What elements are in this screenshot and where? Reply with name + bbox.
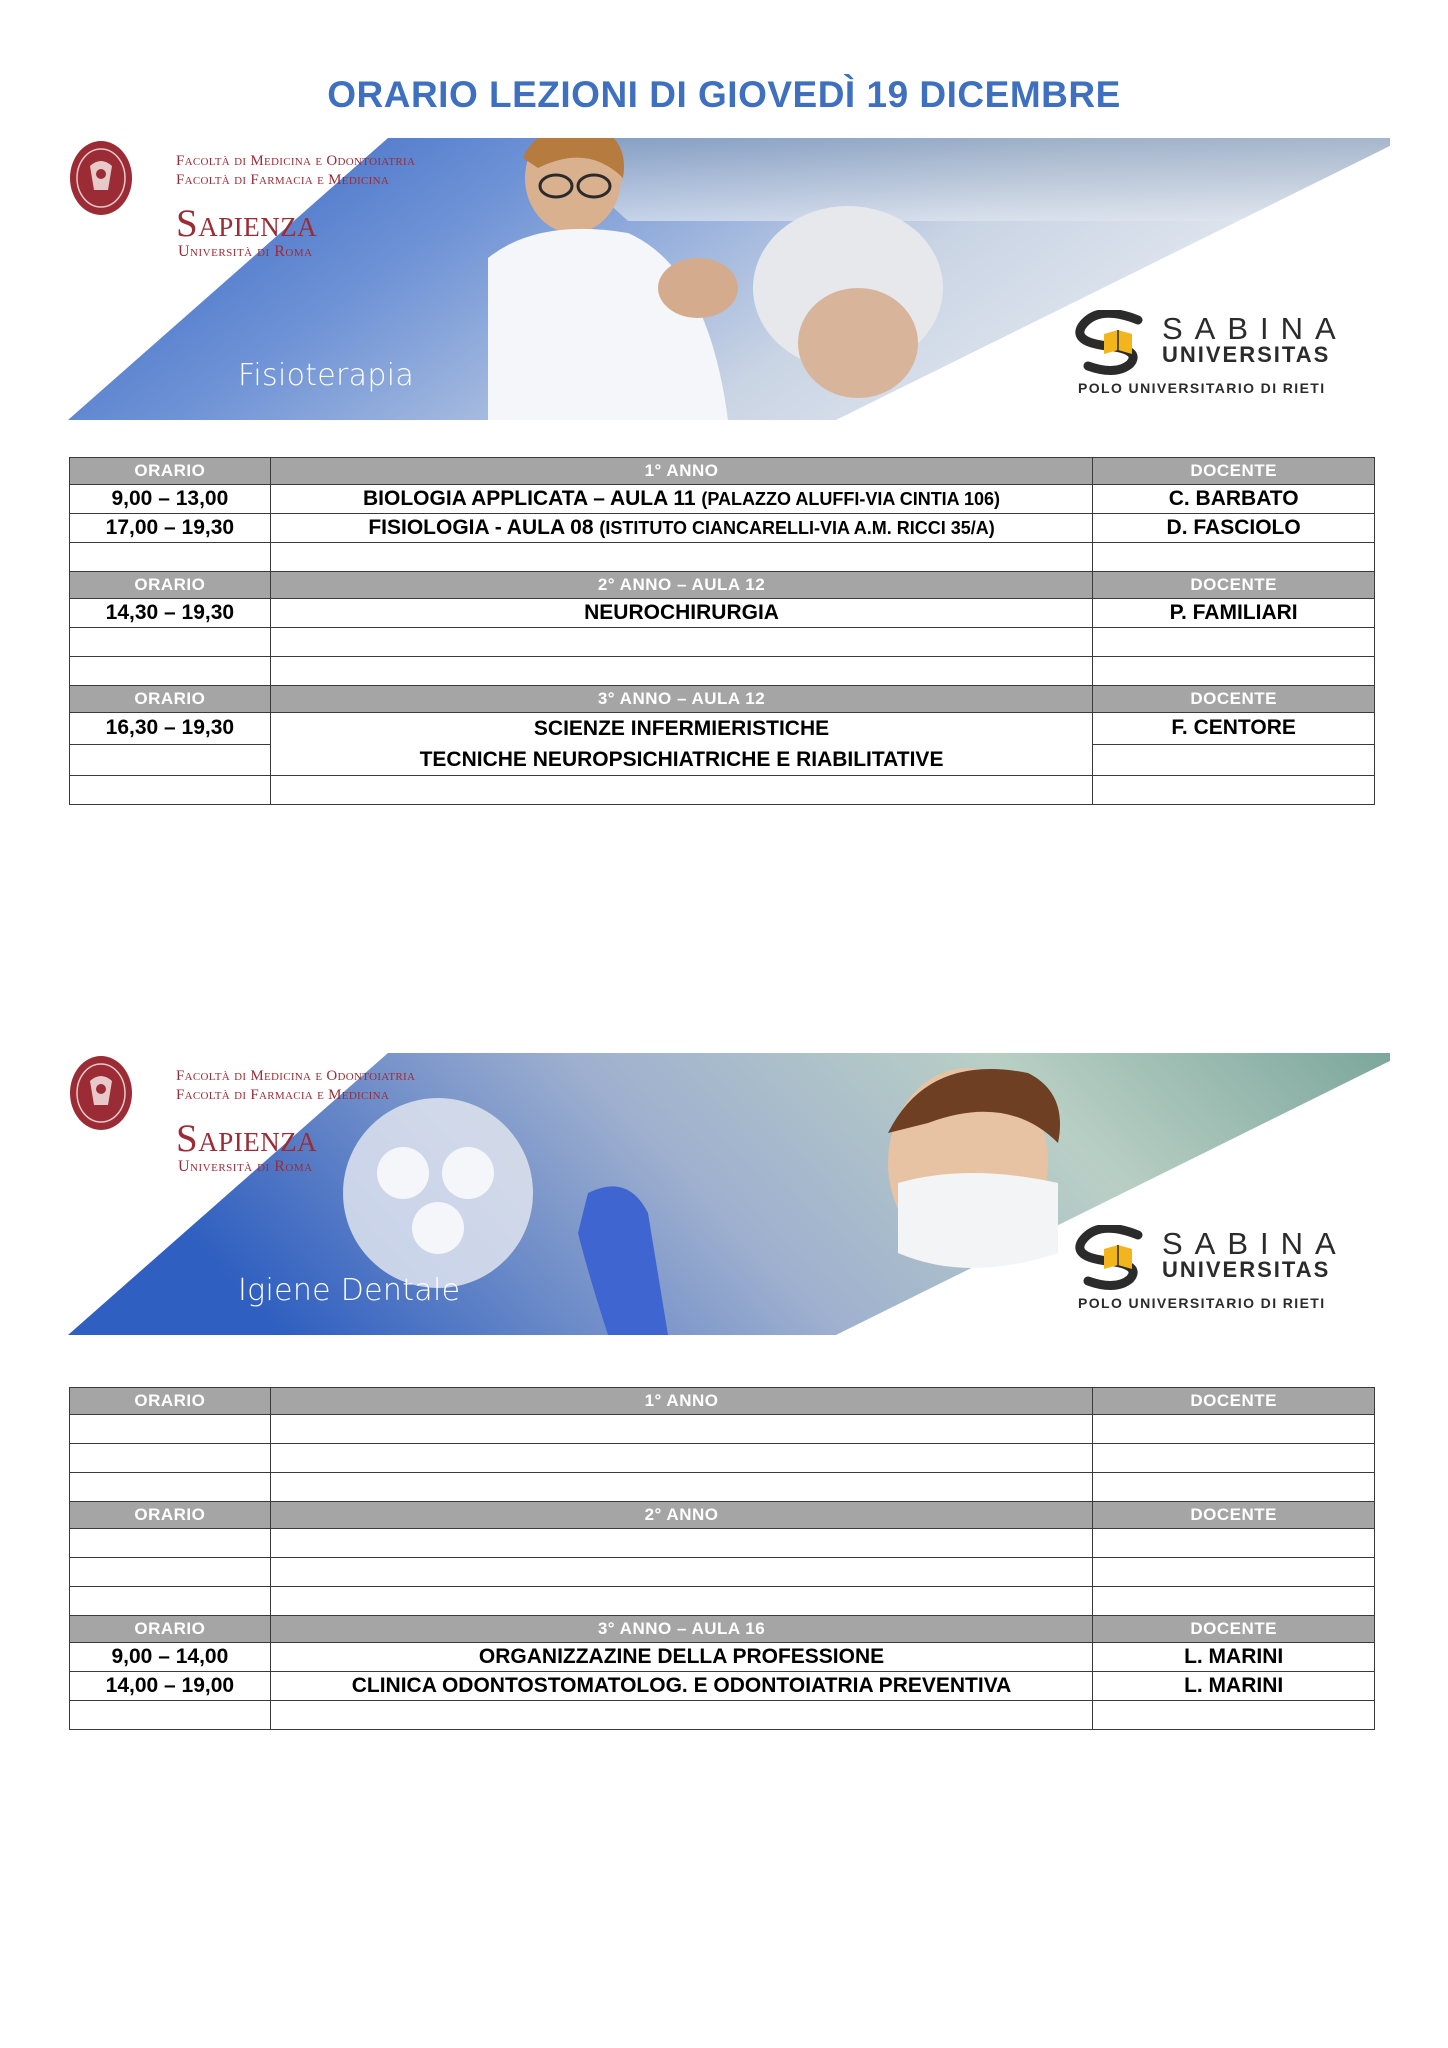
cell-course: ORGANIZZAZINE DELLA PROFESSIONE [270,1643,1093,1672]
cell-docente [1093,1558,1375,1587]
cell-orario: 17,00 – 19,30 [70,514,271,543]
cell-course [270,1529,1093,1558]
cell-course [270,1701,1093,1730]
partner-name: SABINA [1162,1226,1348,1261]
partner-subtitle: UNIVERSITAS [1162,1257,1331,1282]
header-docente: DOCENTE [1093,1616,1375,1643]
header-year: 3° ANNO – AULA 16 [270,1616,1093,1643]
cell-docente [1093,1701,1375,1730]
cell-orario [70,543,271,572]
cell-orario [70,1473,271,1502]
header-year: 3° ANNO – AULA 12 [270,686,1093,713]
cell-docente: F. CENTORE [1093,713,1375,745]
university-subtitle: Università di Roma [178,1158,313,1175]
cell-docente: D. FASCIOLO [1093,514,1375,543]
table-header-row [70,1616,1375,1643]
sapienza-seal-icon [68,138,134,218]
cell-docente [1093,1473,1375,1502]
igiene-dentale-schedule-table [69,1387,1375,1730]
header-year: 1° ANNO [270,458,1093,485]
table-row [70,1444,1375,1473]
university-subtitle: Università di Roma [178,243,313,260]
cell-docente [1093,628,1375,657]
cell-docente: L. MARINI [1093,1643,1375,1672]
table-header-row [70,572,1375,599]
table-row [70,1587,1375,1616]
header-docente: DOCENTE [1093,572,1375,599]
table-row [70,485,1375,514]
course-label: Igiene Dentale [238,1273,461,1308]
faculty-line-1: Facoltà di Medicina e Odontoiatria [176,153,416,169]
cell-course [270,543,1093,572]
table-header-row [70,458,1375,485]
sabina-book-icon [1068,1225,1160,1291]
table-row [70,1701,1375,1730]
cell-course [270,1415,1093,1444]
cell-orario [70,657,271,686]
partner-polo: POLO UNIVERSITARIO DI RIETI [1078,380,1326,396]
table-row [70,713,1375,745]
table-row [70,1473,1375,1502]
header-docente: DOCENTE [1093,1502,1375,1529]
header-year: 1° ANNO [270,1388,1093,1415]
cell-orario: 9,00 – 13,00 [70,485,271,514]
course-name: FISIOLOGIA - AULA 08 [368,516,594,539]
cell-orario [70,1587,271,1616]
table-row [70,1558,1375,1587]
page-title: ORARIO LEZIONI DI GIOVEDÌ 19 DICEMBRE [327,74,1121,115]
cell-orario [70,1415,271,1444]
university-name: Sapienza [176,202,318,245]
table-header-row [70,1502,1375,1529]
header-orario: ORARIO [70,572,271,599]
cell-course [270,1444,1093,1473]
table-row [70,628,1375,657]
header-orario: ORARIO [70,686,271,713]
cell-docente: L. MARINI [1093,1672,1375,1701]
table-row [70,514,1375,543]
cell-course [270,1587,1093,1616]
cell-orario: 9,00 – 14,00 [70,1643,271,1672]
cell-docente [1093,1529,1375,1558]
header-orario: ORARIO [70,1388,271,1415]
cell-orario [70,1529,271,1558]
cell-docente [1093,1444,1375,1473]
igiene-dentale-banner [68,1053,1390,1335]
cell-course [270,1558,1093,1587]
partner-name: SABINA [1162,311,1348,346]
header-year: 2° ANNO – AULA 12 [270,572,1093,599]
cell-docente [1093,657,1375,686]
table-header-row [70,686,1375,713]
cell-orario [70,776,271,805]
cell-docente: P. FAMILIARI [1093,599,1375,628]
header-year: 2° ANNO [270,1502,1093,1529]
cell-course [270,713,1093,776]
cell-docente: C. BARBATO [1093,485,1375,514]
cell-course [270,1473,1093,1502]
table-row [70,1672,1375,1701]
table-row [70,543,1375,572]
sabina-universitas-logo [1068,1225,1368,1315]
cell-orario [70,628,271,657]
cell-orario: 14,30 – 19,30 [70,599,271,628]
course-line-2: TECNICHE NEUROPSICHIATRICHE E RIABILITATIVE [419,748,944,771]
fisioterapia-schedule-table [69,457,1375,805]
cell-orario [70,1701,271,1730]
cell-course [270,514,1093,543]
cell-course [270,628,1093,657]
header-docente: DOCENTE [1093,686,1375,713]
course-label: Fisioterapia [238,358,415,393]
cell-course [270,485,1093,514]
header-orario: ORARIO [70,1502,271,1529]
cell-course [270,776,1093,805]
cell-orario [70,744,271,776]
cell-course: NEUROCHIRURGIA [270,599,1093,628]
header-orario: ORARIO [70,1616,271,1643]
faculty-line-2: Facoltà di Farmacia e Medicina [176,1087,390,1103]
cell-orario: 16,30 – 19,30 [70,713,271,745]
table-row [70,1529,1375,1558]
sabina-book-icon [1068,310,1160,376]
faculty-line-2: Facoltà di Farmacia e Medicina [176,172,390,188]
header-docente: DOCENTE [1093,1388,1375,1415]
table-row [70,1415,1375,1444]
partner-subtitle: UNIVERSITAS [1162,342,1331,367]
cell-docente [1093,1415,1375,1444]
table-header-row [70,1388,1375,1415]
header-orario: ORARIO [70,458,271,485]
course-name: BIOLOGIA APPLICATA – AULA 11 [363,487,696,510]
faculty-line-1: Facoltà di Medicina e Odontoiatria [176,1068,416,1084]
cell-orario [70,1558,271,1587]
table-row [70,657,1375,686]
table-row [70,1643,1375,1672]
cell-docente [1093,776,1375,805]
cell-docente [1093,744,1375,776]
table-row [70,599,1375,628]
cell-orario: 14,00 – 19,00 [70,1672,271,1701]
sapienza-seal-icon [68,1053,134,1133]
course-location: (ISTITUTO CIANCARELLI-VIA A.M. RICCI 35/A) [599,518,995,538]
university-name: Sapienza [176,1117,318,1160]
fisioterapia-banner [68,138,1390,420]
sabina-universitas-logo [1068,310,1368,400]
cell-course [270,657,1093,686]
course-line-1: SCIENZE INFERMIERISTICHE [533,717,830,740]
cell-orario [70,1444,271,1473]
table-row [70,776,1375,805]
cell-docente [1093,1587,1375,1616]
cell-course: CLINICA ODONTOSTOMATOLOG. E ODONTOIATRIA PREVENTIVA [270,1672,1093,1701]
header-docente: DOCENTE [1093,458,1375,485]
course-location: (PALAZZO ALUFFI-VIA CINTIA 106) [701,489,1001,509]
partner-polo: POLO UNIVERSITARIO DI RIETI [1078,1295,1326,1311]
cell-docente [1093,543,1375,572]
